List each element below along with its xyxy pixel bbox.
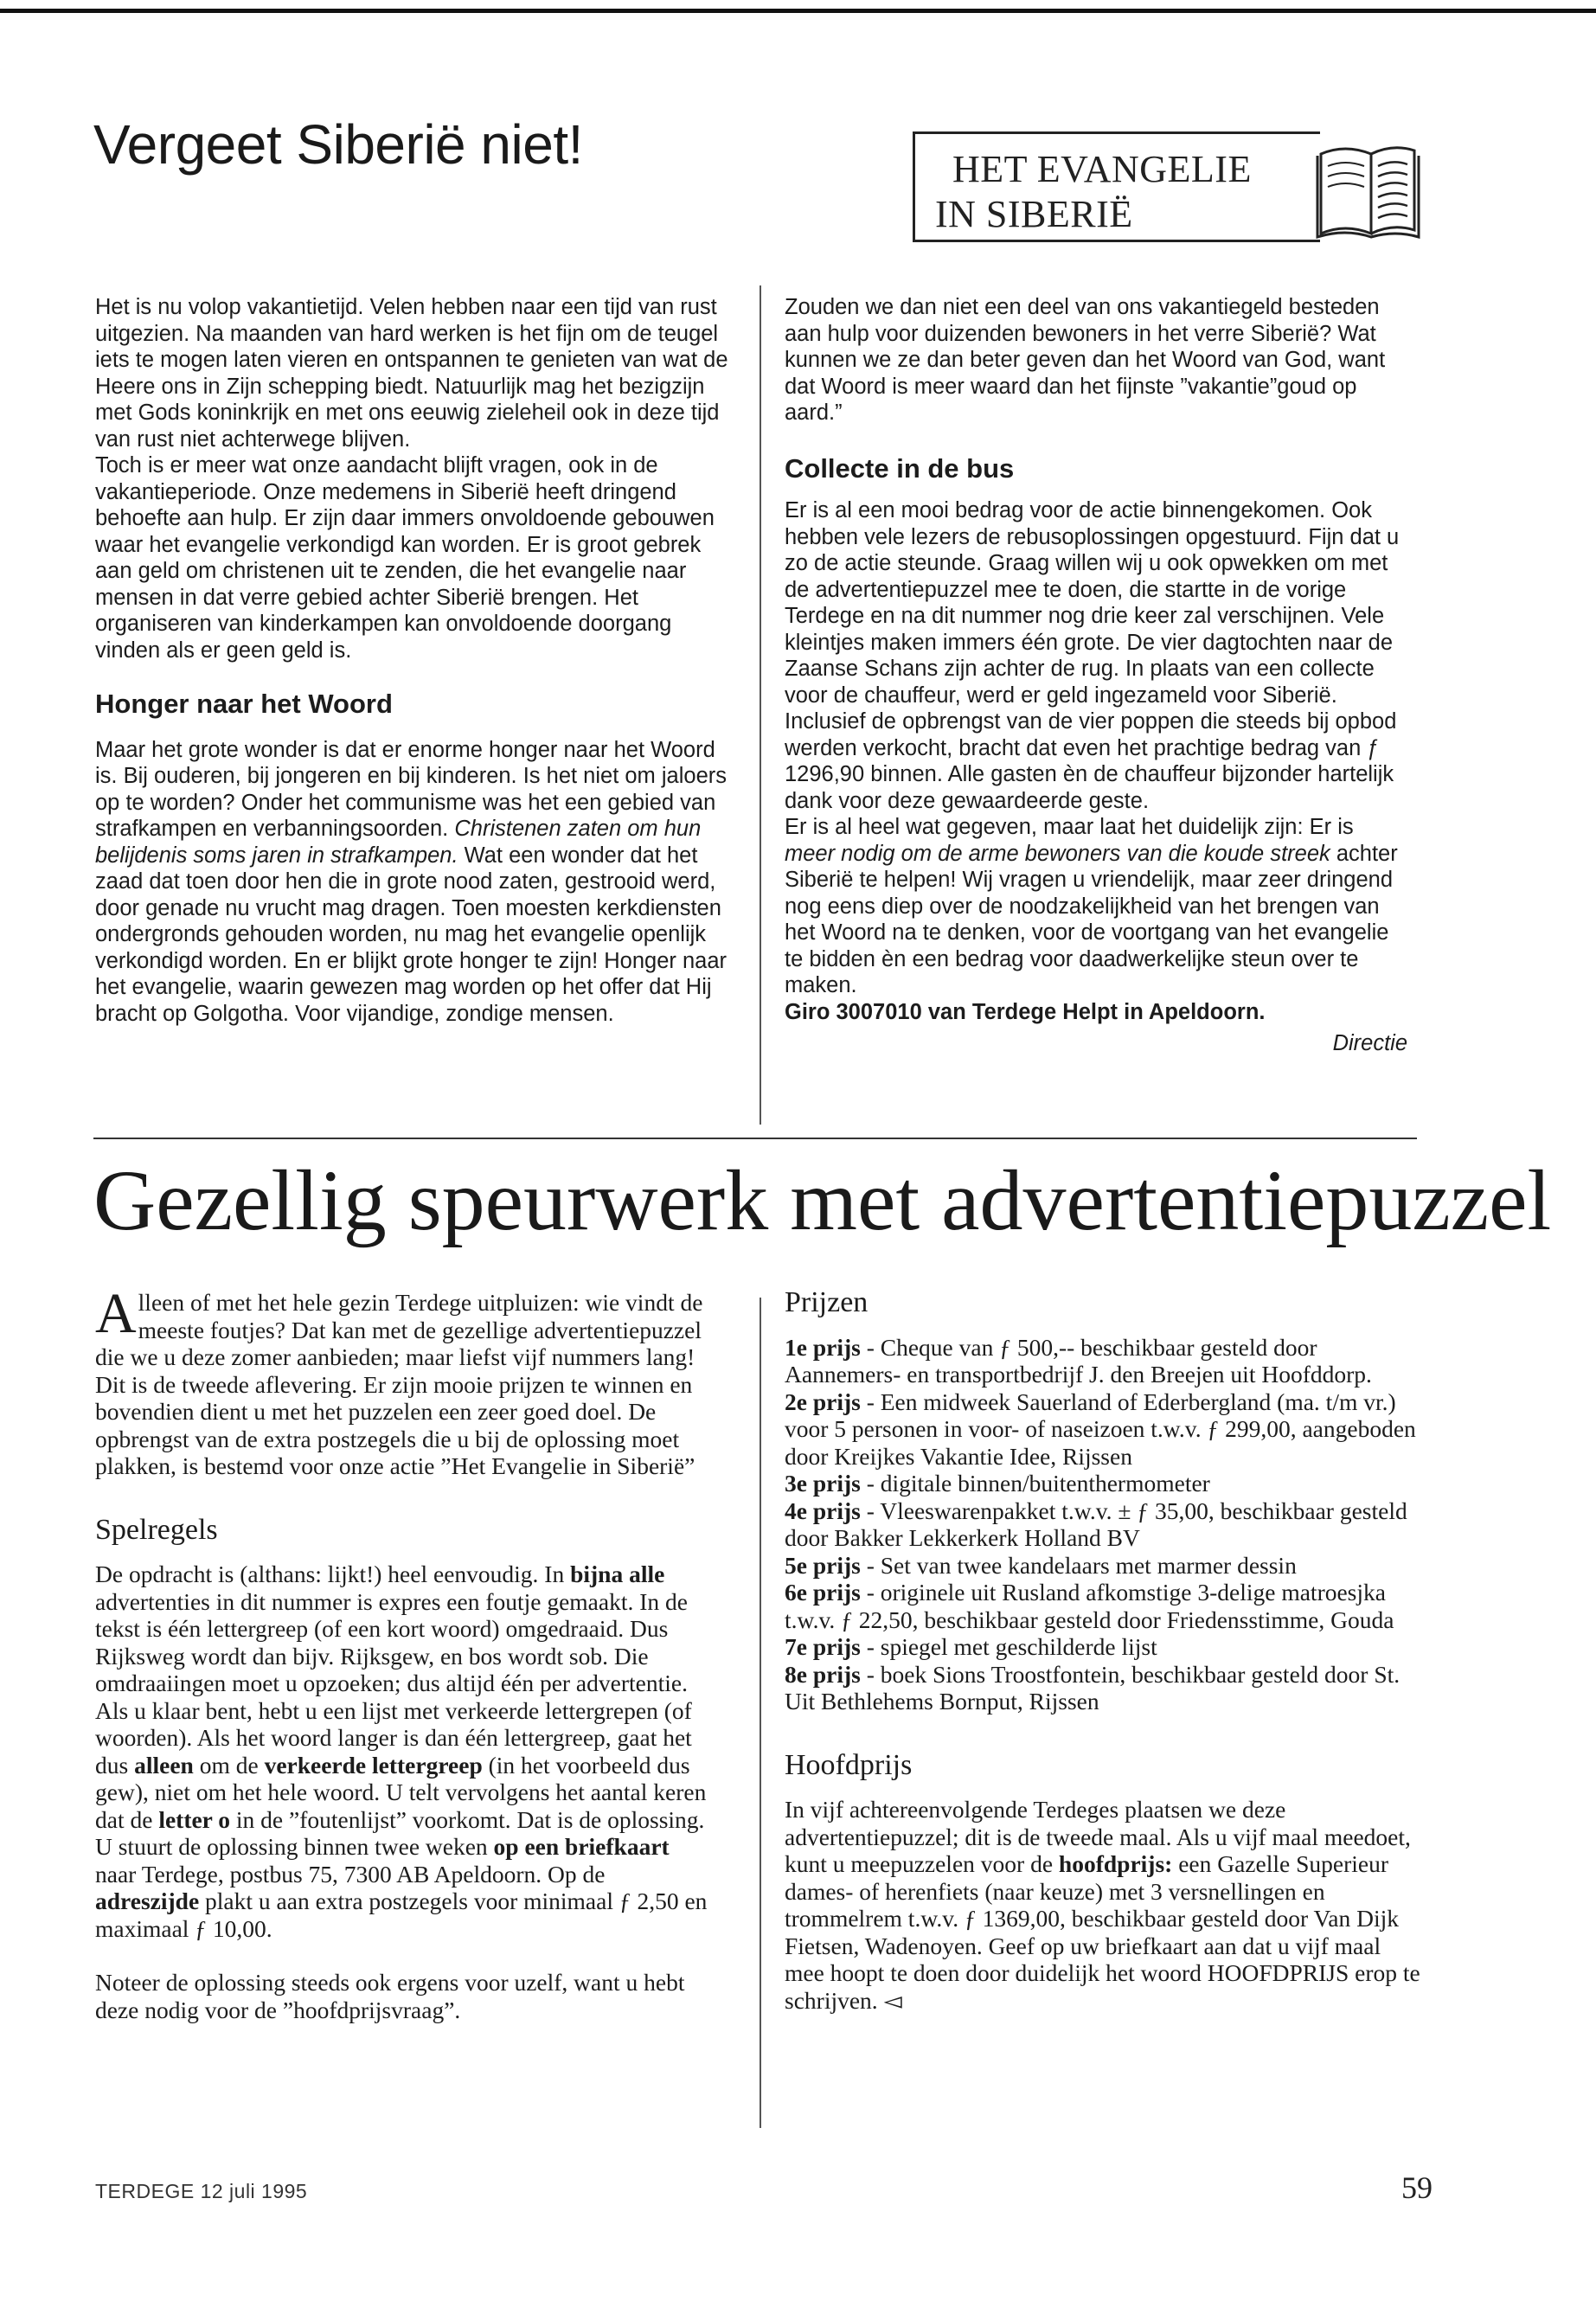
article1-column1 (95, 294, 735, 1027)
logo-line1: HET EVANGELIE (952, 148, 1252, 190)
paragraph: Het is nu volop vakantietijd. Velen hebben naar een tijd van rust uitgezien. Na maanden van hard werken is het fijn om de teugel iets te mogen laten vieren en ontspannen te genieten van wat de Heere ons in Zijn schepping biedt. Natuurlijk mag het bezigzijn met Gods koninkrijk en met ons eeuwig zieleheil ook in deze tijd van rust niet achterwege blijven. (95, 295, 728, 452)
paragraph: Er is al heel wat gegeven, maar laat het duidelijk zijn: Er is meer nodig om de arme bewoners van die koude streek achter Siberië te helpen! Wij vragen u vriendelijk, maar zeer dringend nog eens diep over de noodzakelijkheid van het brengen van het Woord na te denken, voor de voortgang van het evangelie te bidden èn een bedrag voor daadwerkelijke steun over te maken. (785, 815, 1398, 997)
prize-item: 4e prijs - Vleeswarenpakket t.w.v. ± ƒ 35,00, beschikbaar gesteld door Bakker Lekkerkerk Holland BV (785, 1497, 1407, 1551)
rules-paragraph: U stuurt de oplossing binnen twee weken op een briefkaart naar Terdege, postbus 75, 7300 AB Apeldoorn. Op de adreszijde plakt u aan extra postzegels voor minimaal ƒ 2,50 en maximaal ƒ 10,00. (95, 1833, 708, 1942)
signature: Directie (1332, 1031, 1407, 1055)
end-mark-icon: ◅ (883, 1986, 902, 2014)
section-divider (93, 1138, 1417, 1139)
prize-item: 2e prijs - Een midweek Sauerland of Ederbergland (ma. t/m vr.) voor 5 personen in voor- of naseizoen t.w.v. ƒ 299,00, aangeboden door Kreijkes Vakantie Idee, Rijssen (785, 1388, 1416, 1470)
page-number: 59 (1401, 2170, 1433, 2205)
article2-column1 (95, 1282, 709, 2023)
section-heading: Collecte in de bus (785, 452, 1015, 484)
prize-item: 3e prijs - digitale binnen/buitenthermometer (785, 1470, 1210, 1497)
article1-column2 (785, 294, 1407, 1057)
prize-item: 6e prijs - originele uit Rusland afkomstige 3-delige matroesjka t.w.v. ƒ 22,50, beschikbaar gesteld door Friedensstimme, Gouda (785, 1579, 1394, 1633)
section-heading: Prijzen (785, 1286, 869, 1318)
paragraph: Zouden we dan niet een deel van ons vakantiegeld besteden aan hulp voor duizenden bewoners in het verre Siberië? Wat kunnen we ze dan beter geven dan het Woord van God, want dat Woord is meer waard dan het fijnste ”vakantie”goud op aard.” (785, 295, 1386, 425)
section-heading: Hoofdprijs (785, 1748, 913, 1781)
paragraph: Er is al een mooi bedrag voor de actie binnengekomen. Ook hebben vele lezers de rebusoplossingen opgestuurd. Fijn dat u zo de actie steunde. Graag willen wij u ook opwekken om met de advertentiepuzzel mee te doen, die startte in de vorige Terdege en na dit nummer nog drie keer zal verschijnen. Vele kleintjes maken immers één grote. De vier dagtochten naar de Zaanse Schans zijn achter de rug. In plaats van een collecte voor de chauffeur, werd er geld ingezameld voor Siberië. Inclusief de opbrengst van de vier poppen die steeds bij opbod werden verkocht, bracht dat even het prachtige bedrag van ƒ 1296,90 binnen. Alle gasten èn de chauffeur bijzonder hartelijk dank voor deze gewaardeerde geste. (785, 498, 1400, 813)
column-divider (760, 285, 761, 1125)
evangelie-logo (913, 121, 1423, 251)
intro-paragraph: Alleen of met het hele gezin Terdege uitpluizen: wie vindt de meeste foutjes? Dat kan met de gezellige advertentiepuzzel die we u deze zomer aanbieden; maar liefst vijf nummers lang! Dit is de tweede aflevering. Er zijn mooie prijzen te winnen en bovendien dient u met het puzzelen een zeer goed doel. De opbrengst van de extra postzegels die u bij de oplossing moet plakken, is bestemd voor onze actie ”Het Evangelie in Siberië” (95, 1282, 703, 1479)
hoofdprijs-paragraph: In vijf achtereenvolgende Terdeges plaatsen we deze advertentiepuzzel; dit is de tweede maal. Als u vijf maal meedoet, kunt u meepuzzelen voor de hoofdprijs: een Gazelle Superieur dames- of herenfiets (naar keuze) met 3 versnellingen en trommelrem t.w.v. ƒ 1369,00, beschikbaar gesteld door Van Dijk Fietsen, Wadenoyen. Geef op uw briefkaart aan dat u vijf maal mee hoopt te doen door duidelijk het woord HOOFDPRIJS erop te schrijven. ◅ (785, 1796, 1420, 2014)
rules-paragraph: De opdracht is (althans: lijkt!) heel eenvoudig. In bijna alle advertenties in dit nummer is expres een foutje gemaakt. In de tekst is één lettergreep (of een kort woord) omgedraaid. Dus Rijksweg wordt dan bijv. Rijksgew, en bos wordt sob. Die omdraaiingen moet u opzoeken; dus altijd één per advertentie. Als u klaar bent, hebt u een lijst met verkeerde lettergrepen (of woorden). Als het woord langer is dan één lettergreep, gaat het dus alleen om de verkeerde lettergreep (in het voorbeeld dus gew), niet om het hele woord. U telt vervolgens het aantal keren dat de letter o in de ”foutenlijst” voorkomt. Dat is de oplossing. (95, 1561, 707, 1833)
prize-item: 1e prijs - Cheque van ƒ 500,-- beschikbaar gesteld door Aannemers- en transportbedrijf J. den Breejen uit Hoofddorp. (785, 1333, 1372, 1388)
open-book-icon (1285, 121, 1423, 251)
rules-paragraph: Noteer de oplossing steeds ook ergens voor uzelf, want u hebt deze nodig voor de ”hoofdprijsvraag”. (95, 1969, 685, 2023)
column-divider (760, 1298, 761, 2128)
prize-item: 5e prijs - Set van twee kandelaars met marmer dessin (785, 1551, 1297, 1579)
prize-item: 7e prijs - spiegel met geschilderde lijst (785, 1633, 1157, 1660)
article-title: Vergeet Siberië niet! (93, 113, 583, 176)
article2-column2 (785, 1286, 1420, 2014)
paragraph: Toch is er meer wat onze aandacht blijft vragen, ook in de vakantieperiode. Onze medemens in Siberië heeft dringend behoefte aan hulp. Er zijn daar immers onvoldoende gebouwen waar het evangelie verkondigd kan worden. Er is groot gebrek aan geld om christenen uit te zenden, die het evangelie naar mensen in dat verre gebied achter Siberië brengen. Het organiseren van kinderkampen kan onvoldoende doorgang vinden als er geen geld is. (95, 453, 715, 663)
footer-magazine-date: TERDEGE 12 juli 1995 (95, 2180, 308, 2202)
section-heading: Honger naar het Woord (95, 689, 393, 719)
drop-cap: A (95, 1282, 137, 1345)
prize-item: 8e prijs - boek Sions Troostfontein, beschikbaar gesteld door St. Uit Bethlehems Bornput, Rijssen (785, 1660, 1401, 1715)
prize-list (785, 1334, 1420, 1715)
top-border (0, 9, 1596, 13)
section-heading: Spelregels (95, 1513, 218, 1546)
logo-line2: IN SIBERIË (932, 192, 1137, 236)
giro-number: Giro 3007010 van Terdege Helpt in Apeldoorn. (785, 999, 1266, 1024)
paragraph: Maar het grote wonder is dat er enorme honger naar het Woord is. Bij ouderen, bij jongeren en bij kinderen. Is het niet om jaloers op te worden? Onder het communisme was het een gebied van strafkampen en verbanningsoorden. Christenen zaten om hun belijdenis soms jaren in strafkampen. Wat een wonder dat het zaad dat toen door hen die in grote nood zaten, gestrooid werd, door genade nu vrucht mag dragen. Toen moesten kerkdiensten ondergronds gehouden worden, nu mag het evangelie openlijk verkondigd worden. En er blijkt grote honger te zijn! Honger naar het evangelie, waarin gewezen mag worden op het offer dat Hij bracht op Golgotha. Voor vijandige, zondige mensen. (95, 737, 727, 1026)
article2-title: Gezellig speurwerk met advertentiepuzzel (93, 1152, 1552, 1248)
